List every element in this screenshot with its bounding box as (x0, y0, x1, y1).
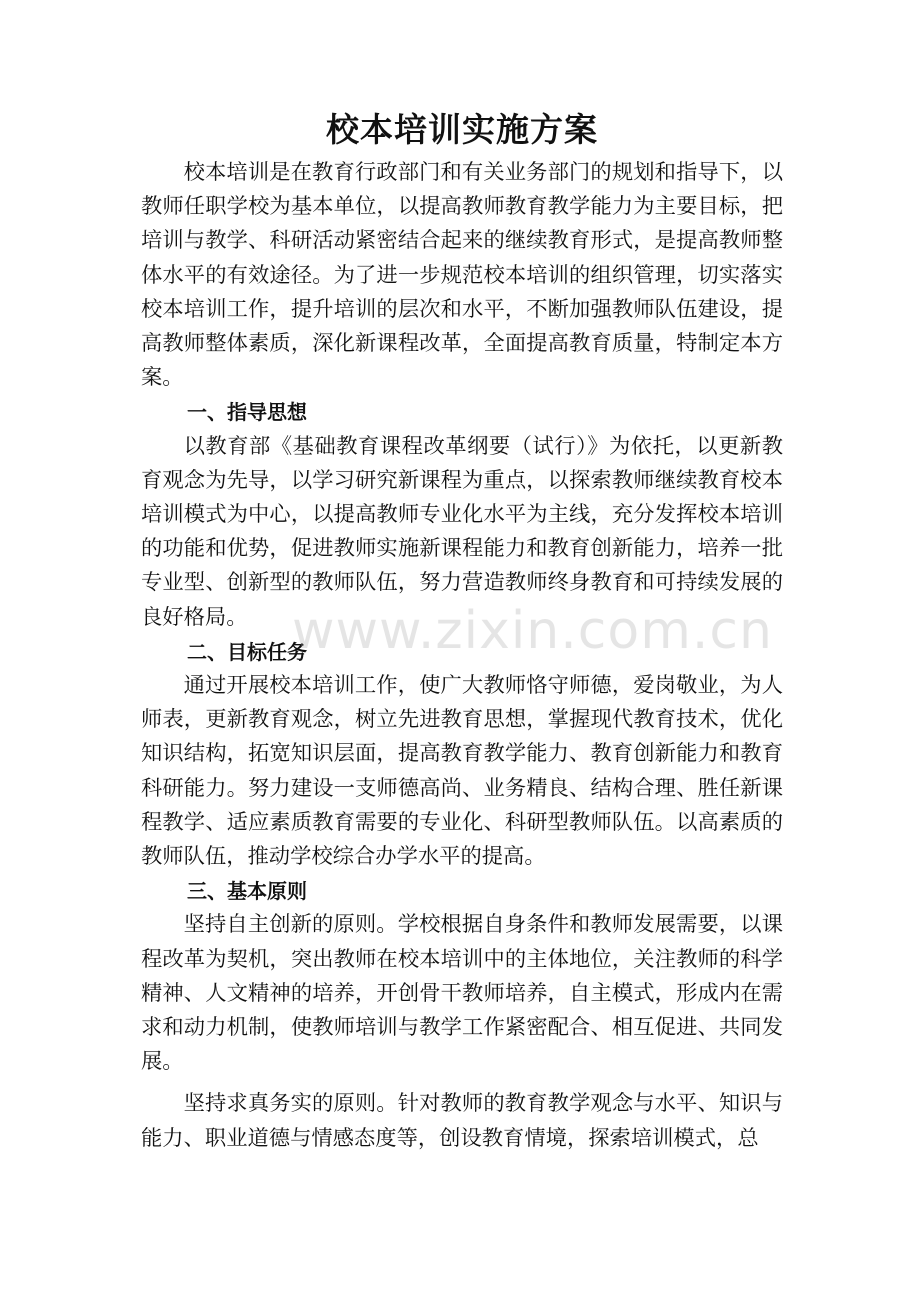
document-page (141, 104, 783, 1156)
intro-paragraph: 校本培训是在教育行政部门和有关业务部门的规划和指导下，以教师任职学校为基本单位，以提高教师教育教学能力为主要目标，把培训与教学、科研活动紧密结合起来的继续教育形式，是提高教师整体水平的有效途径。为了进一步规范校本培训的组织管理，切实落实校本培训工作，提升培训的层次和水平，不断加强教师队伍建设，提高教师整体素质，深化新课程改革，全面提高教育质量，特制定本方案。 (141, 160, 783, 391)
section-paragraph: 坚持求真务实的原则。针对教师的教育教学观念与水平、知识与能力、职业道德与情感态度等，创设教育情境，探索培训模式，总 (141, 1091, 783, 1151)
section-goals-tasks (141, 635, 783, 874)
section-paragraph: 通过开展校本培训工作，使广大教师恪守师德，爱岗敬业，为人师表，更新教育观念，树立先进教育思想，掌握现代教育技术，优化知识结构，拓宽知识层面，提高教育教学能力、教育创新能力和教育科研能力。努力建设一支师德高尚、业务精良、结构合理、胜任新课程教学、适应素质教育需要的专业化、科研型教师队伍。以高素质的教师队伍，推动学校综合办学水平的提高。 (141, 673, 783, 870)
section-heading: 三、基本原则 (187, 879, 307, 904)
section-heading: 二、目标任务 (187, 639, 307, 664)
section-paragraph: 坚持自主创新的原则。学校根据自身条件和教师发展需要，以课程改革为契机，突出教师在校本培训中的主体地位，关注教师的科学精神、人文精神的培养，开创骨干教师培养，自主模式，形成内在需求和动力机制，使教师培训与教学工作紧密配合、相互促进、共同发展。 (141, 912, 783, 1075)
section-guiding-ideology (141, 395, 783, 634)
document-title: 校本培训实施方案 (326, 110, 598, 149)
watermark: www.zixin.com.cn (292, 601, 773, 661)
section-heading: 一、指导思想 (187, 400, 307, 425)
section-basic-principles (141, 874, 783, 1156)
section-paragraph: 以教育部《基础教育课程改革纲要（试行）》为依托，以更新教育观念为先导，以学习研究新课程为重点，以探索教师继续教育校本培训模式为中心，以提高教师专业化水平为主线，充分发挥校本培训的功能和优势，促进教师实施新课程能力和教育创新能力，培养一批专业型、创新型的教师队伍，努力营造教师终身教育和可持续发展的良好格局。 (141, 433, 783, 630)
